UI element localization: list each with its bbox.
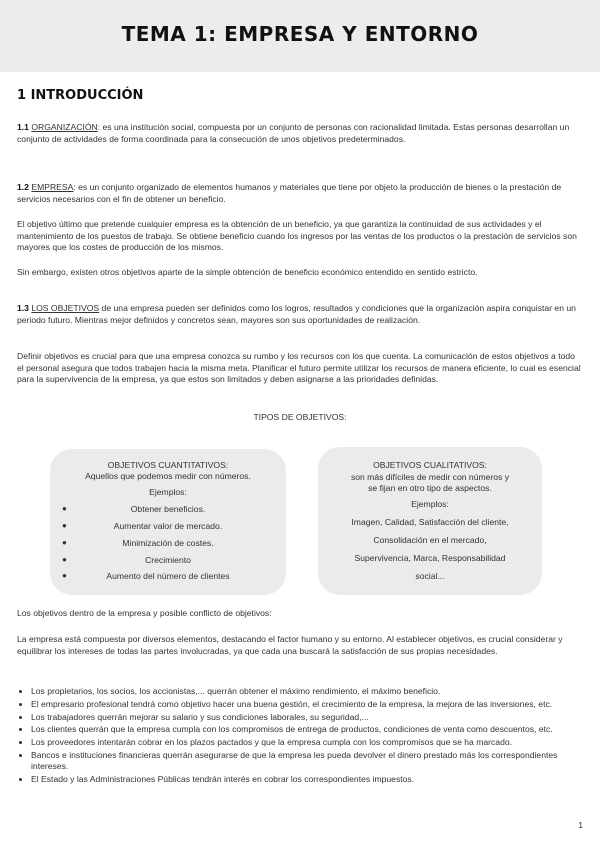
list-item: Crecimiento bbox=[145, 555, 191, 565]
section-number: 1.2 bbox=[17, 182, 29, 192]
list-item: • Los propietarios, los socios, los accionistas,... querrán obtener el máximo rendimiento, el máximo beneficio. bbox=[31, 686, 597, 697]
page-title: TEMA 1: EMPRESA Y ENTORNO bbox=[121, 22, 479, 46]
bullet-icon: ● bbox=[62, 571, 67, 580]
list-item: Aumento del número de clientes bbox=[106, 571, 230, 581]
term-objetivos: LOS OBJETIVOS bbox=[31, 303, 100, 313]
box-description: se fijan en otro tipo de aspectos. bbox=[368, 483, 492, 493]
list-item: Obtener beneficios. bbox=[130, 504, 206, 514]
box-examples-label: Ejemplos: bbox=[411, 499, 449, 509]
paragraph-compuesta: La empresa está compuesta por diversos elementos, destacando el factor humano y su entorno. Al establecer objetivos, es crucial considerar y equilibrar los intereses de todas las partes involucradas, ya que cada una buscará la satisfacción de sus propias necesidades. bbox=[17, 634, 563, 656]
paragraph-objetivo-ultimo: El objetivo último que pretende cualquier empresa es la obtención de un beneficio, ya que garantiza la continuidad de sus actividades y el mantenimiento de los puestos de trabajo. Se obtiene beneficio cuando los ingresos por las ventas de los productos o la prestación de servicios son mayores que los costes de producción de los mismos. bbox=[17, 219, 577, 253]
example-line: Imagen, Calidad, Satisfacción del cliente, bbox=[351, 517, 509, 527]
stakeholders-list bbox=[17, 686, 597, 787]
list-item: • Los proveedores intentarán cobrar en los plazos pactados y que la empresa cumpla con los compromisos que se ha marcado. bbox=[31, 737, 597, 748]
bullet-icon: ● bbox=[62, 504, 67, 513]
paragraph-objetivos bbox=[17, 303, 583, 326]
list-item: Minimización de costes. bbox=[122, 538, 214, 548]
paragraph-definir-objetivos: Definir objetivos es crucial para que una empresa conozca su rumbo y los recursos con los que cuenta. La comunicación de estos objetivos a todo el personal asegura que todos trabajen hacia la misma meta. Planificar el futuro permite utilizar los recursos de manera eficiente, lo cual es esencial para la supervivencia de la empresa, ya que estos son limitados y deben asignarse a las prioridades definidas. bbox=[17, 351, 581, 385]
list-item: • El Estado y las Administraciones Públicas tendrán interés en cobrar los correspondientes impuestos. bbox=[31, 774, 597, 785]
box-examples-label: Ejemplos: bbox=[149, 487, 187, 497]
bullet-icon: ● bbox=[62, 521, 67, 530]
box-title: OBJETIVOS CUANTITATIVOS: bbox=[107, 460, 229, 470]
definition-text: : es una institución social, compuesta por un conjunto de personas con racionalidad limitada. Estas personas desarrollan un conjunto de actividades de forma coordinada para la consecución de unos objetivos predeterminados. bbox=[17, 122, 570, 144]
list-item: Aumentar valor de mercado. bbox=[113, 521, 223, 531]
section-number: 1.1 bbox=[17, 122, 29, 132]
paragraph-conflicto: Los objetivos dentro de la empresa y posible conflicto de objetivos: bbox=[17, 608, 272, 618]
paragraph-sin-embargo: Sin embargo, existen otros objetivos aparte de la simple obtención de beneficio económico entendido en sentido estricto. bbox=[17, 267, 478, 277]
list-item: • El empresario profesional tendrá como objetivo hacer una buena gestión, el crecimiento de la empresa, la mejora de las inversiones, etc. bbox=[31, 699, 597, 710]
bullet-icon: ● bbox=[62, 538, 67, 547]
section-number: 1.3 bbox=[17, 303, 29, 313]
paragraph-empresa bbox=[17, 182, 583, 205]
example-line: social... bbox=[415, 571, 445, 581]
box-description: Aquellos que podemos medir con números. bbox=[85, 471, 251, 481]
example-line: Consolidación en el mercado, bbox=[373, 535, 487, 545]
page-number: 1 bbox=[578, 820, 583, 830]
box-objetivos-cuantitativos bbox=[50, 449, 286, 595]
box-objetivos-cualitativos bbox=[318, 447, 542, 595]
term-empresa: EMPRESA bbox=[31, 182, 74, 192]
example-line: Supervivencia, Marca, Responsabilidad bbox=[354, 553, 506, 563]
list-item: • Los clientes querrán que la empresa cumpla con los compromisos de entrega de productos, condiciones de venta como descuentos, etc. bbox=[31, 724, 597, 735]
box-title: OBJETIVOS CUALITATIVOS: bbox=[373, 460, 487, 470]
tipos-de-objetivos-label: TIPOS DE OBJETIVOS: bbox=[253, 412, 347, 422]
section-heading-introduccion: 1 INTRODUCCIÓN bbox=[17, 88, 144, 103]
list-item: • Los trabajadores querrán mejorar su salario y sus condiciones laborales, su seguridad,... bbox=[31, 712, 597, 723]
term-organizacion: ORGANIZACIÓN bbox=[31, 122, 98, 132]
definition-text: de una empresa pueden ser definidos como los logros, resultados y condiciones que la organización aspira conquistar en un periodo futuro. Mientras mejor definidos y concretos sean, mayores son sus oportunidades de realización. bbox=[17, 303, 576, 325]
box-description: son más difíciles de medir con números y bbox=[350, 472, 510, 482]
paragraph-organizacion bbox=[17, 122, 583, 145]
bullet-icon: ● bbox=[62, 555, 67, 564]
definition-text: : es un conjunto organizado de elementos humanos y materiales que tiene por objeto la producción de bienes o la prestación de servicios necesarios con el fin de obtener un beneficio. bbox=[17, 182, 562, 204]
list-item: • Bancos e instituciones financieras querrán asegurarse de que la empresa les pueda devolver el dinero prestado más los correspondientes intereses. bbox=[31, 750, 597, 773]
